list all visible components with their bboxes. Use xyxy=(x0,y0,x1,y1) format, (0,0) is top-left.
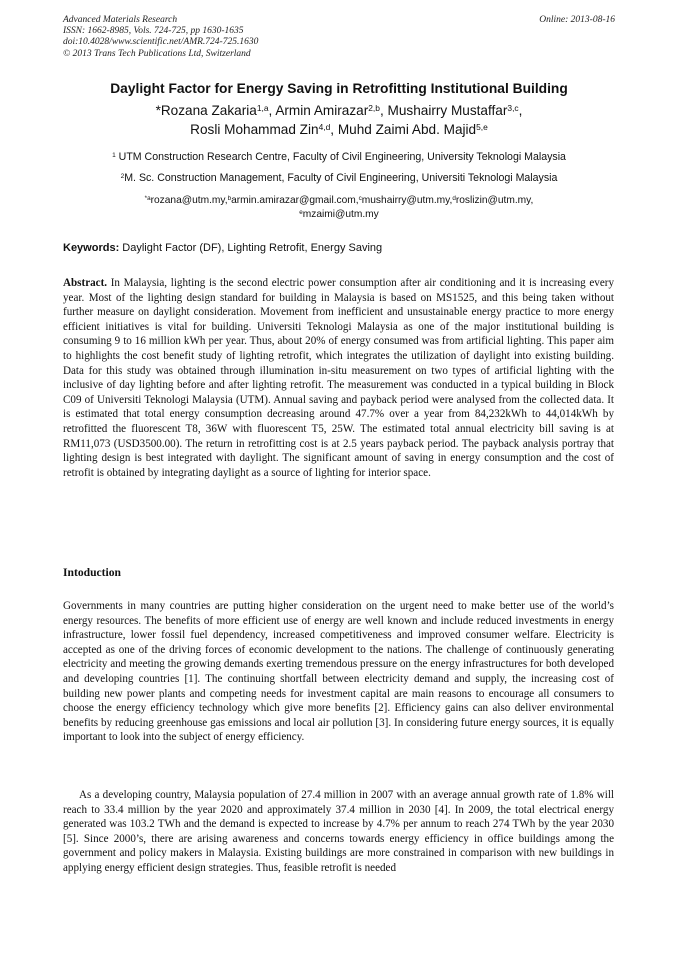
author-affiliation-marker: 5,e xyxy=(476,121,488,132)
author-name: , Armin Amirazar xyxy=(268,103,369,118)
abstract-label: Abstract. xyxy=(63,277,108,289)
online-date: Online: 2013-08-16 xyxy=(539,15,615,25)
section-heading-introduction: Intoduction xyxy=(63,566,121,579)
email-marker: d xyxy=(452,194,456,202)
affiliation-2 xyxy=(40,172,638,184)
email-marker: c xyxy=(358,194,362,202)
affiliation-text: UTM Construction Research Centre, Faculty of Civil Engineering, University Teknologi Malaysia xyxy=(115,151,566,163)
author-name: , Muhd Zaimi Abd. Majid xyxy=(330,122,477,137)
affiliation-text: M. Sc. Construction Management, Faculty of Civil Engineering, Universiti Teknologi Malaysia xyxy=(124,172,558,184)
issn-line: ISSN: 1662-8985, Vols. 724-725, pp 1630-1635 xyxy=(63,26,244,37)
email-line-1 xyxy=(60,194,618,208)
email-marker: e xyxy=(299,208,303,216)
author-line-1 xyxy=(40,101,638,120)
email-line-2 xyxy=(60,208,618,222)
keywords-text: Daylight Factor (DF), Lighting Retrofit, Energy Saving xyxy=(119,242,383,254)
email-address[interactable]: mushairry@utm.my, xyxy=(361,195,453,206)
paper-title: Daylight Factor for Energy Saving in Retrofitting Institutional Building xyxy=(110,81,568,96)
author-name: *Rozana Zakaria xyxy=(155,103,257,118)
doi-line: doi:10.4028/www.scientific.net/AMR.724-725.1630 xyxy=(63,37,259,48)
abstract xyxy=(63,276,614,480)
author-line-2 xyxy=(40,120,638,139)
author-affiliation-marker: 3,c xyxy=(507,102,519,113)
author-affiliation-marker: 4,d xyxy=(318,121,331,132)
author-affiliation-marker: 1,a xyxy=(256,102,269,113)
email-address[interactable]: armin.amirazar@gmail.com, xyxy=(231,195,359,206)
author-list xyxy=(40,101,638,139)
author-separator: , xyxy=(518,103,523,118)
author-emails xyxy=(60,194,618,222)
keywords-label: Keywords: xyxy=(63,242,120,254)
author-name: Rosli Mohammad Zin xyxy=(190,122,319,137)
journal-header xyxy=(63,15,615,60)
journal-name: Advanced Materials Research xyxy=(63,15,178,25)
email-marker: *a xyxy=(144,194,151,202)
author-name: , Mushairry Mustaffar xyxy=(379,103,508,118)
copyright-line: © 2013 Trans Tech Publications Ltd, Switzerland xyxy=(63,48,251,59)
affiliation-marker: 1 xyxy=(112,151,116,159)
affiliation-1 xyxy=(40,151,638,163)
affiliation-marker: 2 xyxy=(120,172,125,180)
email-address[interactable]: mzaimi@utm.my xyxy=(302,209,379,220)
keywords xyxy=(63,242,618,254)
body-paragraph-2: As a developing country, Malaysia population of 27.4 million in 2007 with an average annual growth rate of 1.8% will reach to 33.4 million by the year 2020 and approximately 37.4 million in 2030 [4]. In 2009, the total electrical energy generated was 103.2 TWh and the demand is expected to increase by 4.7% per annum to reach 274 TWh by the year 2030 [5]. Since 2000’s, there are arising awareness and concerns towards energy efficiency in office buildings among the government and policy makers in Malaysia. Existing buildings are more constrained in comparison with new buildings in applying energy efficient design strategies. Thus, feasible retrofit is needed xyxy=(63,789,614,874)
email-address[interactable]: roslizin@utm.my, xyxy=(455,195,534,206)
body-paragraph-1: Governments in many countries are putting higher consideration on the urgent need to make better use of the world’s energy resources. The benefits of more efficient use of energy are well known and include reduced investments in energy infrastructure, lower fossil fuel dependency, increased competitiveness and improved consumer welfare. Electricity is accepted as one of the driving forces of economic development to the nations. The challenge of continuously generating electricity and meeting the growing demands exerting tremendous pressure on the energy infrastructures for both developed and developing countries [1]. The continuing shortfall between electricity demand and supply, the increasing cost of building new power plants and competing needs for investment capital are main reasons to encourage all consumers to choose the energy efficiency technology which give more benefits [2]. Efficiency gains can also deliver environmental benefits by reducing greenhouse gas emissions and local air pollution [3]. In considering future energy sources, it is equally important to look into the subject of energy efficiency. xyxy=(63,600,614,744)
email-address[interactable]: rozana@utm.my, xyxy=(150,195,228,206)
author-affiliation-marker: 2,b xyxy=(368,102,380,113)
email-marker: b xyxy=(227,194,232,202)
abstract-text: In Malaysia, lighting is the second electric power consumption after air conditioning and it is increasing every year. Most of the lighting design standard for building in Malaysia is based on MS1525, and this being taken without further measure on daylight consideration. Movement from inefficient and unsustainable energy practice to more energy efficient initiatives is vital for building. Universiti Teknologi Malaysia as one of the major institutional building is consuming 9 to 16 million kWh per year. Thus, about 20% of energy consumed was from artificial lighting. This paper aim to highlights the cost benefit study of lighting retrofit, which integrates the utilization of daylight into existing building. Data for this study was obtained through illumination in-situ measurement on two types of artificial lighting with the inclusive of day lighting before and after lighting retrofit. The measurement was conducted in a typical building in Block C09 of Universiti Teknologi Malaysia (UTM). Annual saving and payback period were analysed from the collected data. It is estimated that total energy consumption decreasing around 47.7% over a year from 84,232kWh to 44,014kWh by retrofitted the fluorescent T8, 36W with fluorescent T5, 25W. The estimated total annual electricity bill saving is at RM11,073 (USD3500.00). The return in retrofitting cost is at 2.5 years payback period. The payback analysis portray that lighting design is best integrated with daylight. The significant amount of saving in energy consumption and the cost of retrofit is obtained by integrating daylight as a source of lighting for interior space. xyxy=(63,277,614,479)
